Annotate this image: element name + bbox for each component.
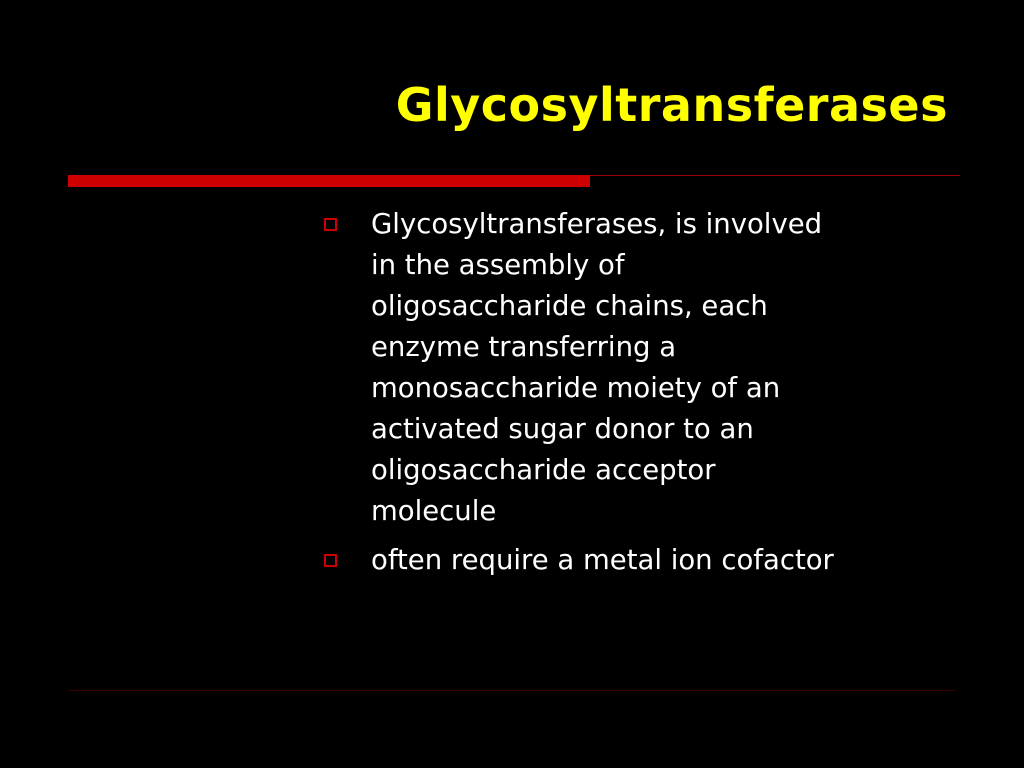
title-divider-thick [68, 175, 590, 187]
hollow-square-bullet-icon [324, 554, 337, 567]
bullet-item [318, 540, 978, 581]
bullet-text: often require a metal ion cofactor [371, 544, 834, 576]
bullet-list [318, 204, 978, 589]
bullet-item [318, 204, 978, 532]
hollow-square-bullet-icon [324, 218, 337, 231]
slide-title: Glycosyltransferases [395, 78, 948, 132]
title-divider-thin [590, 175, 960, 176]
footer-divider [68, 690, 956, 691]
bullet-text: Glycosyltransferases, is involved in the assembly of oligosaccharide chains, each enzyme transferring a monosaccharide moiety of an activated sugar donor to an oligosaccharide acceptor molecule [371, 208, 823, 527]
